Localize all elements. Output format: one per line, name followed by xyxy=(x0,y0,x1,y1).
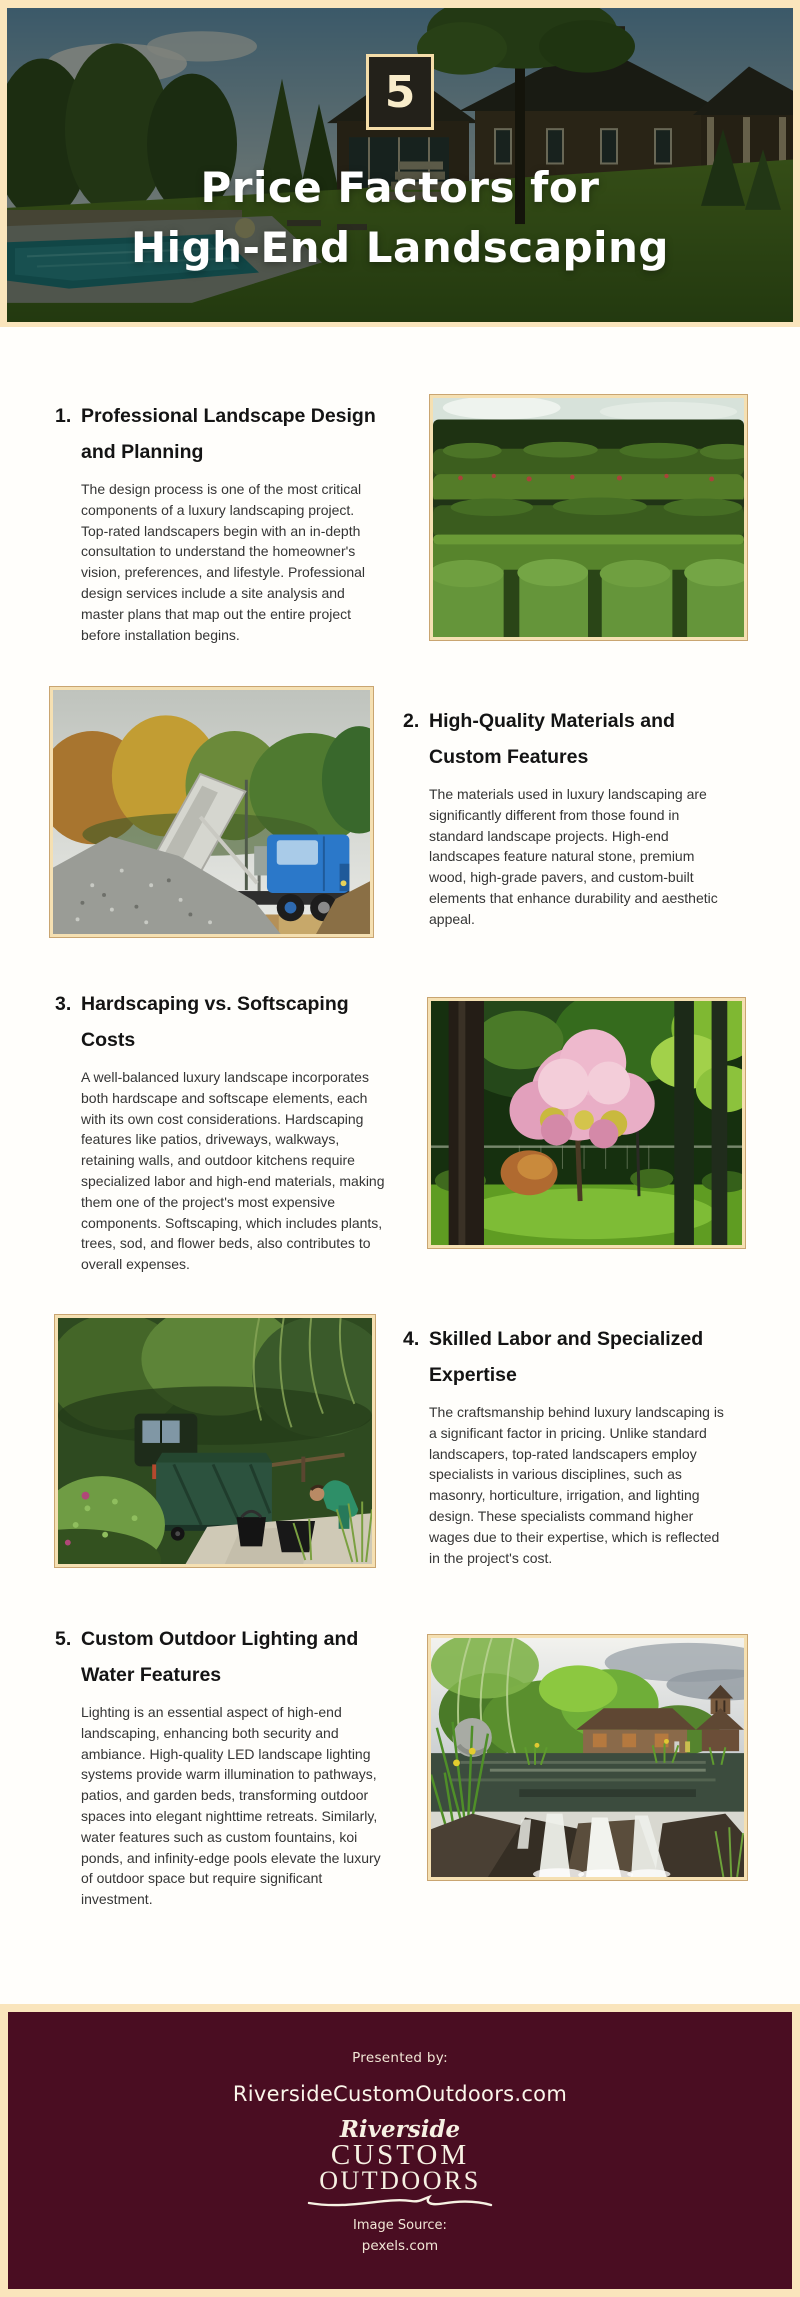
dump-truck-illustration xyxy=(53,690,370,934)
hedge-maze-illustration xyxy=(433,398,744,637)
image-source-label: Image Source: xyxy=(353,2218,447,2233)
section-number: 2. xyxy=(403,710,420,732)
section-number: 4. xyxy=(403,1328,420,1350)
section-title: High-Quality Materials and Custom Features xyxy=(429,710,675,768)
section-2-text xyxy=(403,703,738,930)
section-4-text xyxy=(403,1321,743,1568)
logo-custom-text: CUSTOM xyxy=(330,2139,470,2171)
riverside-custom-outdoors-logo xyxy=(305,2118,495,2214)
section-number: 5. xyxy=(55,1628,72,1650)
pond-waterfall-image xyxy=(428,1635,747,1880)
number-badge xyxy=(366,54,434,130)
section-4-heading xyxy=(403,1321,743,1393)
section-number: 1. xyxy=(55,405,72,427)
hedge-maze-image xyxy=(430,395,747,640)
section-body: A well-balanced luxury landscape incorporates both hardscape and softscape elements, each with its own cost considerations. Hardscaping features like patios, driveways, walkways, retaining walls, and outdoor kitchens require specialized labor and high-end materials, making them one of the project's most expensive components. Softscaping, which includes plants, trees, sod, and flower beds, also contributes to overall expenses. xyxy=(81,1069,385,1273)
image-source-value: pexels.com xyxy=(361,2238,439,2254)
section-title: Hardscaping vs. Softscaping Costs xyxy=(81,993,349,1051)
section-body: The craftsmanship behind luxury landscaping is a significant factor in pricing. Unlike standard landscapers, top-rated landscapers employ specialists in various disciplines, such as masonry, horticulture, irrigation, and lighting design. These specialists command higher wages due to their expertise, which is reflected in the project's cost. xyxy=(429,1404,724,1566)
section-title: Skilled Labor and Specialized Expertise xyxy=(429,1328,704,1386)
section-5-heading xyxy=(55,1621,400,1693)
logo-outdoors-text: OUTDOORS xyxy=(319,2166,481,2195)
garden-work-illustration xyxy=(58,1318,372,1564)
pond-waterfall-illustration xyxy=(431,1638,744,1877)
section-2-heading xyxy=(403,703,738,775)
footer-panel xyxy=(8,2012,792,2289)
section-3-heading xyxy=(55,986,400,1058)
section-3-text xyxy=(55,986,400,1275)
section-body: The design process is one of the most critical components of a luxury landscaping project. Top-rated landscapers begin with an in-depth consultation to understand the homeowner's vision, preferences, and lifestyle. Professional design services include a site analysis and master plans that map out the entire project before installation begins. xyxy=(81,481,366,643)
logo-swoosh-flourish xyxy=(305,2194,495,2210)
garden-work-image xyxy=(55,1315,375,1567)
section-title: Custom Outdoor Lighting and Water Features xyxy=(81,1628,359,1686)
title-line-1: Price Factors for xyxy=(200,163,600,212)
dump-truck-image xyxy=(50,687,373,937)
logo-script-text: Riverside xyxy=(339,2116,461,2143)
hero-header xyxy=(0,0,800,327)
website-text: RiversideCustomOutdoors.com xyxy=(232,2082,568,2106)
hero-photo-frame xyxy=(7,8,793,322)
section-title: Professional Landscape Design and Planning xyxy=(81,405,376,463)
section-5-text xyxy=(55,1621,400,1910)
title-line-2: High-End Landscaping xyxy=(131,223,669,272)
presented-by-label: Presented by: xyxy=(352,2050,448,2066)
section-body: Lighting is an essential aspect of high-end landscaping, enhancing both security and ambiance. High-quality LED landscape lighting systems provide warm illumination to pathways, patios, and garden beds, transforming outdoor spaces into elegant nighttime retreats. Similarly, water features such as custom fountains, koi ponds, and infinity-edge pools elevate the luxury of outdoor space but require significant investment. xyxy=(81,1704,381,1908)
blossom-tree-illustration xyxy=(431,1001,742,1245)
section-body: The materials used in luxury landscaping are significantly different from those found in standard landscape projects. High-end landscapes feature natural stone, premium wood, high-grade pavers, and custom-built elements that enhance durability and aesthetic appeal. xyxy=(429,786,718,927)
blossom-tree-image xyxy=(428,998,745,1248)
section-1-text xyxy=(55,398,400,645)
section-number: 3. xyxy=(55,993,72,1015)
footer xyxy=(0,2004,800,2297)
badge-number-text: 5 xyxy=(384,66,416,118)
section-1-heading xyxy=(55,398,400,470)
page-title xyxy=(7,158,793,278)
